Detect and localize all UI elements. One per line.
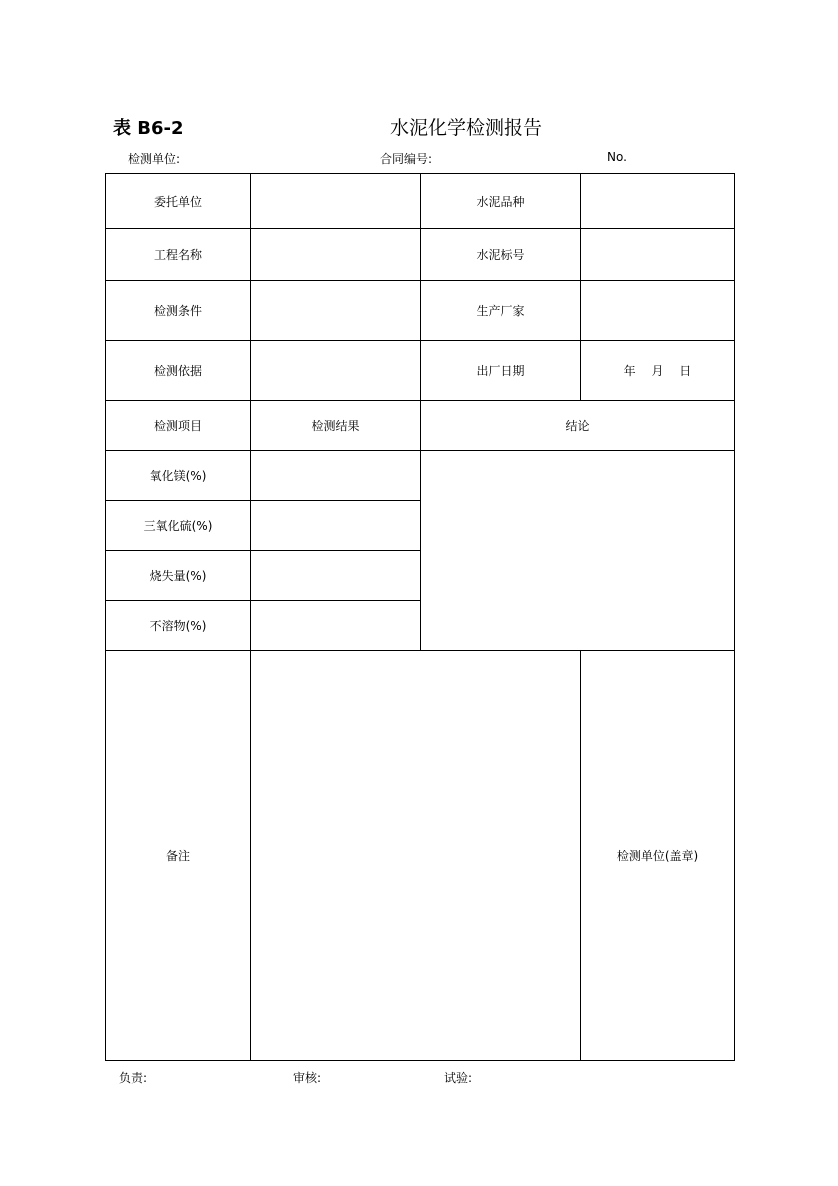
remarks-field[interactable] [251,651,581,1061]
test-basis-field[interactable] [251,341,421,401]
project-name-label: 工程名称 [106,229,251,281]
responsible-label: 负责: [119,1071,148,1085]
seal-label: 检测单位(盖章) [581,651,735,1061]
cement-type-label: 水泥品种 [421,174,581,229]
serial-number-label: No. [607,150,627,164]
factory-date-label: 出厂日期 [421,341,581,401]
document-title: 水泥化学检测报告 [390,117,543,139]
item-magnesium-oxide: 氧化镁(%) [106,451,251,501]
conclusion-field[interactable] [421,451,735,651]
item-insoluble-matter: 不溶物(%) [106,601,251,651]
conclusion-header: 结论 [421,401,735,451]
result-field-magnesium-oxide[interactable] [251,451,421,501]
client-label: 委托单位 [106,174,251,229]
test-condition-field[interactable] [251,281,421,341]
report-form-table [105,173,735,1061]
test-result-header: 检测结果 [251,401,421,451]
result-field-sulfur-trioxide[interactable] [251,501,421,551]
client-field[interactable] [251,174,421,229]
item-sulfur-trioxide: 三氧化硫(%) [106,501,251,551]
project-name-field[interactable] [251,229,421,281]
cement-type-field[interactable] [581,174,735,229]
remarks-label: 备注 [106,651,251,1061]
manufacturer-label: 生产厂家 [421,281,581,341]
contract-number-label: 合同编号: [380,152,433,166]
test-basis-label: 检测依据 [106,341,251,401]
tester-label: 试验: [444,1071,473,1085]
cement-grade-label: 水泥标号 [421,229,581,281]
test-item-header: 检测项目 [106,401,251,451]
result-field-loss-on-ignition[interactable] [251,551,421,601]
cement-grade-field[interactable] [581,229,735,281]
testing-unit-label: 检测单位: [128,152,181,166]
item-loss-on-ignition: 烧失量(%) [106,551,251,601]
manufacturer-field[interactable] [581,281,735,341]
factory-date-field[interactable]: 年 月 日 [581,341,735,401]
table-code: 表 B6-2 [113,118,184,139]
test-condition-label: 检测条件 [106,281,251,341]
review-label: 审核: [293,1071,322,1085]
result-field-insoluble-matter[interactable] [251,601,421,651]
